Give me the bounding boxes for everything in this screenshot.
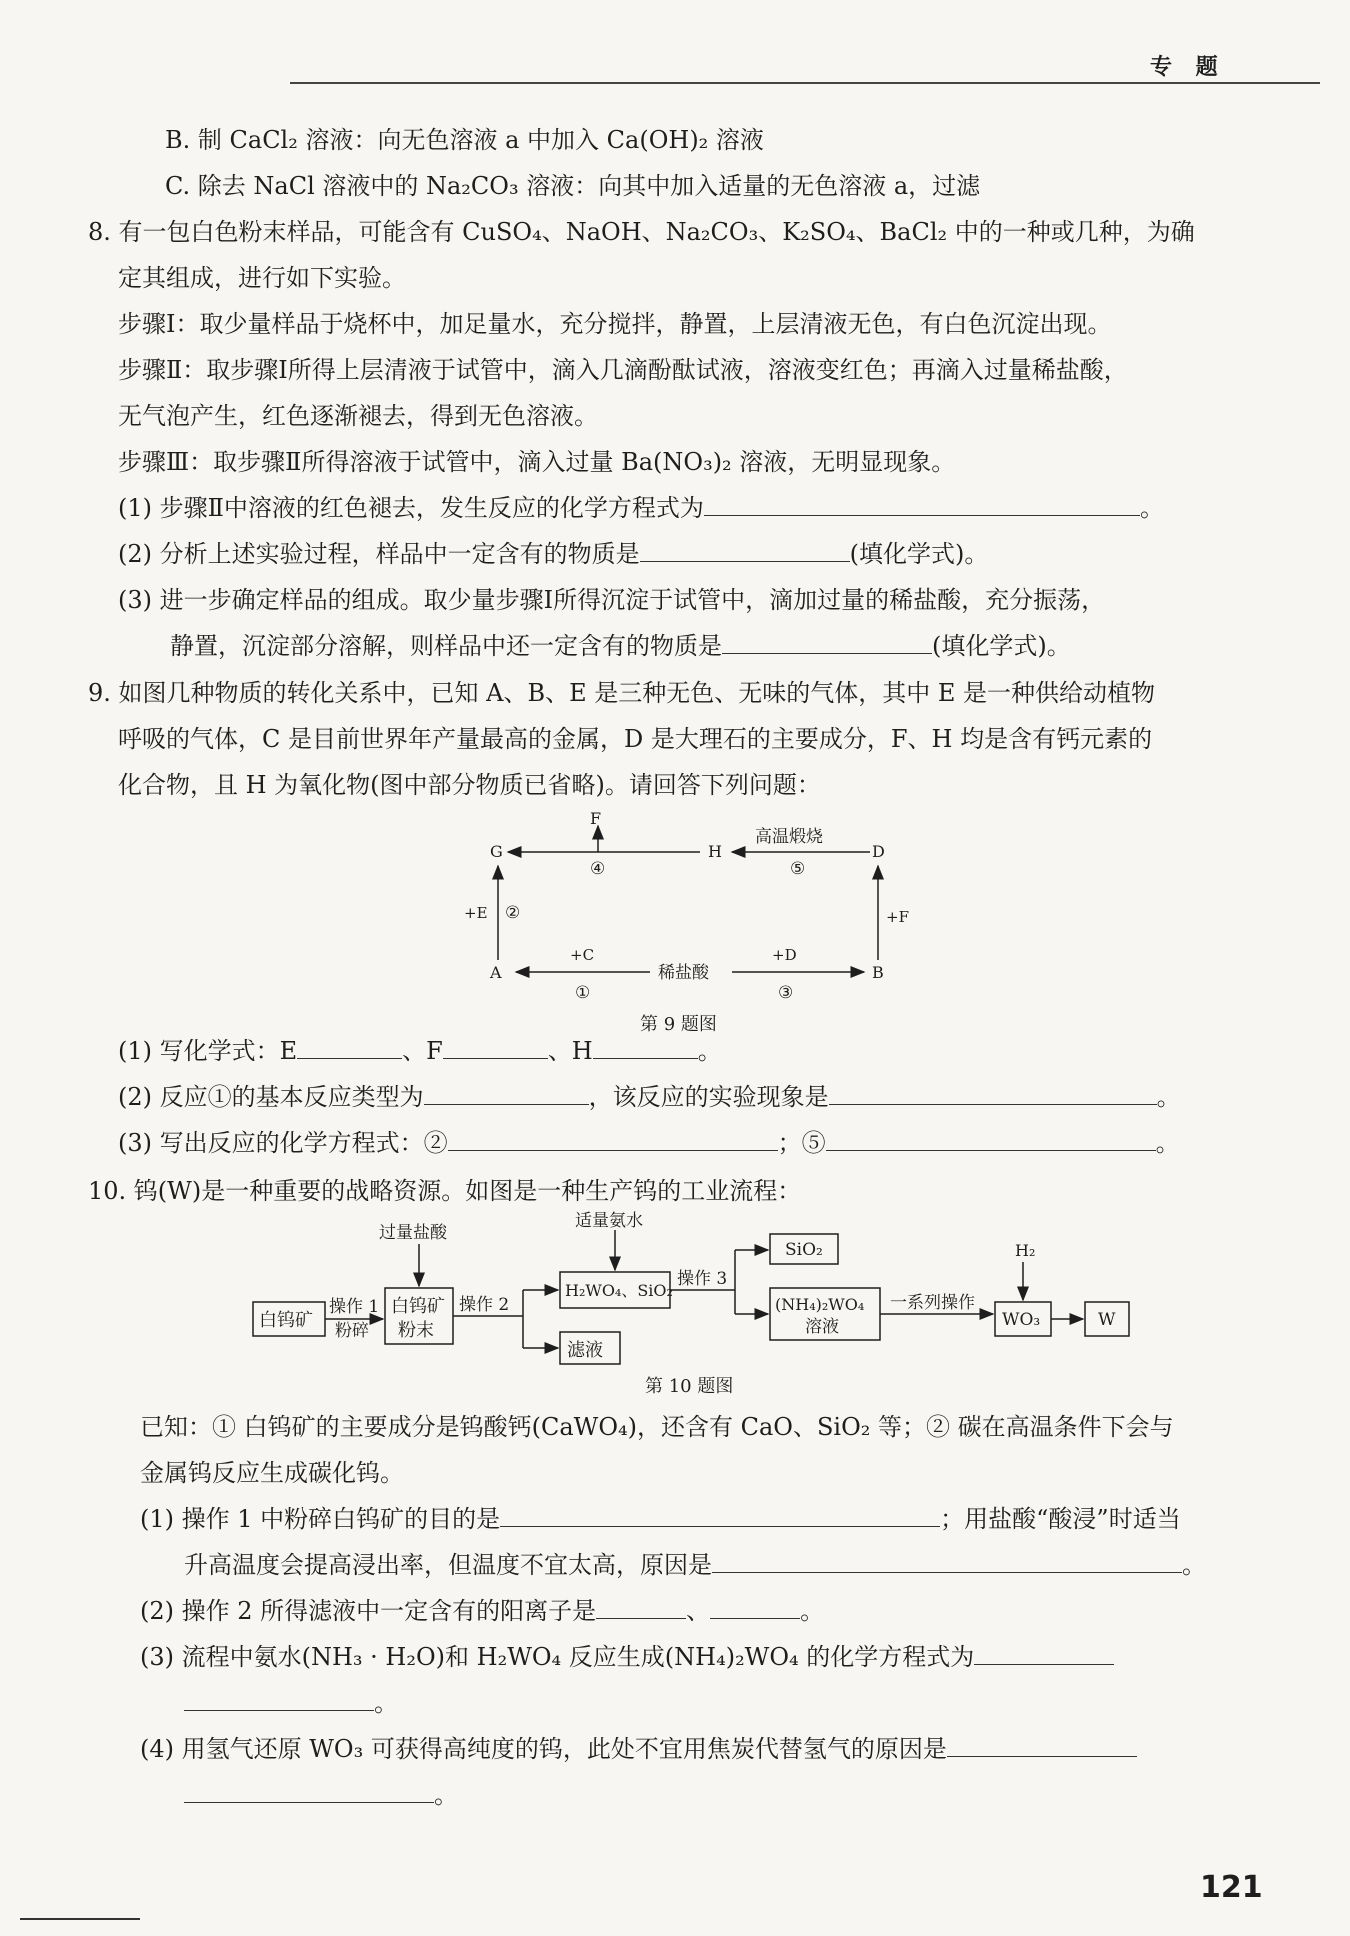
q10-known-line2: 金属钨反应生成碳化钨。 — [140, 1459, 404, 1487]
flow-crush-label: 粉碎 — [335, 1321, 369, 1341]
q10-part2-end: 。 — [800, 1597, 825, 1625]
q10-temperature-reason-blank[interactable] — [712, 1550, 1182, 1573]
q9-phenomenon-blank[interactable] — [829, 1082, 1157, 1105]
q10-cation-1-blank[interactable] — [596, 1596, 686, 1619]
q10-part4-text: (4) 用氢气还原 WO₃ 可获得高纯度的钨，此处不宜用焦炭代替氢气的原因是 — [140, 1735, 947, 1763]
q9-part3-text2: ；⑤ — [777, 1129, 826, 1157]
q9-f-answer-blank[interactable] — [443, 1036, 548, 1059]
flow-wo3-label: WO₃ — [1002, 1310, 1041, 1330]
q9-reaction-type-blank[interactable] — [424, 1082, 589, 1105]
q9-part2-end: 。 — [1156, 1083, 1181, 1111]
q9-part1-f-label: 、F — [402, 1037, 443, 1065]
q10-part4-end: 。 — [434, 1781, 458, 1809]
node-f: F — [590, 810, 602, 828]
q10-part2-sep: 、 — [686, 1597, 711, 1625]
q9-part3-text: (3) 写出反应的化学方程式：② — [118, 1129, 448, 1157]
flow-powder-line2: 粉末 — [398, 1320, 434, 1341]
q8-part1 — [118, 493, 1164, 523]
q9-part1-h-label: 、H — [547, 1037, 593, 1065]
q10-crush-purpose-blank[interactable] — [500, 1504, 940, 1527]
q10-reason-blank-b[interactable] — [184, 1780, 434, 1803]
q10-part1-text3: 升高温度会提高浸出率，但温度不宜太高，原因是 — [184, 1551, 712, 1579]
label-reaction-3: ③ — [778, 983, 794, 1003]
q9-equation-5-blank[interactable] — [826, 1128, 1156, 1151]
q8-stem-line2: 定其组成，进行如下实验。 — [118, 264, 406, 292]
q8-stem-line1: 8. 有一包白色粉末样品，可能含有 CuSO₄、NaOH、Na₂CO₃、K₂SO₄、BaCl₂ 中的一种或几种，为确 — [88, 218, 1195, 246]
q8-part2-end: (填化学式)。 — [849, 540, 989, 568]
label-plus-f: +F — [886, 908, 909, 926]
q9-part1-end: 。 — [697, 1037, 722, 1065]
q9-equation-2-blank[interactable] — [448, 1128, 778, 1151]
flow-op2-label: 操作 2 — [459, 1295, 510, 1315]
q9-part2-text: (2) 反应①的基本反应类型为 — [118, 1083, 424, 1111]
q10-equation-blank-b[interactable] — [184, 1688, 374, 1711]
q8-part3-text: 静置，沉淀部分溶解，则样品中还一定含有的物质是 — [170, 632, 722, 660]
q9-stem-line3: 化合物，且 H 为氧化物(图中部分物质已省略)。请回答下列问题： — [118, 771, 821, 799]
q8-step3: 步骤Ⅲ：取步骤Ⅱ所得溶液于试管中，滴入过量 Ba(NO₃)₂ 溶液，无明显现象。 — [118, 448, 956, 476]
label-reaction-1: ① — [575, 983, 591, 1003]
label-plus-e: +E — [464, 904, 488, 922]
q8-part1-answer-blank[interactable] — [704, 493, 1140, 516]
q10-known-line1: 已知：① 白钨矿的主要成分是钨酸钙(CaWO₄)，还含有 CaO、SiO₂ 等；② 碳在高温条件下会与 — [140, 1413, 1174, 1441]
q9-part1 — [118, 1036, 722, 1066]
q10-equation-blank-a[interactable] — [974, 1642, 1114, 1665]
q10-part1-text2: ；用盐酸“酸浸”时适当 — [940, 1505, 1181, 1533]
flow-mix-label: H₂WO₄、SiO₂ — [565, 1281, 673, 1300]
label-reaction-2: ② — [505, 903, 521, 923]
q9-part3 — [118, 1128, 1180, 1158]
label-calcine: 高温煅烧 — [755, 827, 823, 847]
node-a: A — [490, 963, 502, 982]
q10-part1-end: 。 — [1182, 1551, 1206, 1579]
label-reaction-5: ⑤ — [790, 859, 806, 879]
q10-flowchart — [245, 1210, 1145, 1370]
q10-part3-end: 。 — [374, 1689, 398, 1717]
q8-part2-answer-blank[interactable] — [640, 539, 850, 562]
flow-salt-line1: (NH₄)₂WO₄ — [775, 1295, 865, 1314]
flow-w-label: W — [1098, 1310, 1116, 1330]
flow-op1-label: 操作 1 — [329, 1297, 380, 1317]
q8-step2-line1: 步骤Ⅱ：取步骤Ⅰ所得上层清液于试管中，滴入几滴酚酞试液，溶液变红色；再滴入过量稀盐酸， — [118, 356, 1128, 384]
q7-option-b: B. 制 CaCl₂ 溶液：向无色溶液 a 中加入 Ca(OH)₂ 溶液 — [165, 126, 764, 154]
q9-e-answer-blank[interactable] — [297, 1036, 402, 1059]
q8-part1-end: 。 — [1139, 494, 1164, 522]
flow-h2-label: H₂ — [1015, 1241, 1036, 1260]
q9-h-answer-blank[interactable] — [593, 1036, 698, 1059]
q9-part2-text2: ，该反应的实验现象是 — [588, 1083, 829, 1111]
q10-part4-line1 — [140, 1734, 1137, 1764]
flow-filtrate-label: 滤液 — [567, 1340, 603, 1361]
flow-hcl-label: 过量盐酸 — [379, 1223, 447, 1243]
q10-part3-line1 — [140, 1642, 1114, 1672]
q9-part2 — [118, 1082, 1181, 1112]
q10-part2 — [140, 1596, 824, 1626]
q8-step2-line2: 无气泡产生，红色逐渐褪去，得到无色溶液。 — [118, 402, 598, 430]
flow-powder-line1: 白钨矿 — [391, 1296, 445, 1317]
node-b: B — [872, 963, 884, 982]
q8-part3-answer-blank[interactable] — [722, 631, 932, 654]
q9-stem-line1: 9. 如图几种物质的转化关系中，已知 A、B、E 是三种无色、无味的气体，其中 E 是一种供给动植物 — [88, 679, 1156, 707]
q10-part1-line2 — [184, 1550, 1206, 1580]
q10-part3-text: (3) 流程中氨水(NH₃ · H₂O)和 H₂WO₄ 反应生成(NH₄)₂WO₄ 的化学方程式为 — [140, 1643, 975, 1671]
q9-part3-end: 。 — [1155, 1129, 1180, 1157]
q9-figure-caption: 第 9 题图 — [640, 1014, 717, 1035]
q8-part1-text: (1) 步骤Ⅱ中溶液的红色褪去，发生反应的化学方程式为 — [118, 494, 704, 522]
q10-reason-blank-a[interactable] — [947, 1734, 1137, 1757]
q7-option-c: C. 除去 NaCl 溶液中的 Na₂CO₃ 溶液：向其中加入适量的无色溶液 a，过滤 — [165, 172, 981, 200]
q10-part3-line2 — [184, 1688, 398, 1718]
q8-part2-text: (2) 分析上述实验过程，样品中一定含有的物质是 — [118, 540, 640, 568]
label-reaction-4: ④ — [590, 859, 606, 879]
footer-rule — [20, 1918, 140, 1920]
q10-part1-text: (1) 操作 1 中粉碎白钨矿的目的是 — [140, 1505, 501, 1533]
q8-part3-line1: (3) 进一步确定样品的组成。取少量步骤Ⅰ所得沉淀于试管中，滴加过量的稀盐酸，充分振荡， — [118, 586, 1106, 614]
q9-stem-line2: 呼吸的气体，C 是目前世界年产量最高的金属，D 是大理石的主要成分，F、H 均是含有钙元素的 — [118, 725, 1153, 753]
q10-cation-2-blank[interactable] — [710, 1596, 800, 1619]
header-rule — [290, 82, 1320, 84]
q8-step1: 步骤Ⅰ：取少量样品于烧杯中，加足量水，充分搅拌，静置，上层清液无色，有白色沉淀出现。 — [118, 310, 1112, 338]
q8-part3-line2 — [170, 631, 1071, 661]
q8-part3-end: (填化学式)。 — [932, 632, 1071, 660]
page-number: 121 — [1200, 1870, 1263, 1905]
flow-salt-line2: 溶液 — [805, 1317, 839, 1337]
node-h: H — [708, 842, 722, 861]
node-d: D — [872, 842, 885, 861]
flow-ore-label: 白钨矿 — [259, 1310, 313, 1331]
label-plus-d: +D — [772, 946, 797, 964]
q10-part2-text: (2) 操作 2 所得滤液中一定含有的阳离子是 — [140, 1597, 597, 1625]
flow-op3-label: 操作 3 — [677, 1269, 728, 1289]
q9-part1-text: (1) 写化学式：E — [118, 1037, 298, 1065]
flow-sio2-label: SiO₂ — [785, 1240, 823, 1260]
q10-part4-line2 — [184, 1780, 458, 1810]
label-dilute-hcl: 稀盐酸 — [658, 963, 709, 983]
label-plus-c: +C — [570, 946, 595, 964]
section-header: 专 题 — [1150, 55, 1226, 80]
flow-series-label: 一系列操作 — [890, 1293, 975, 1313]
q10-figure-caption: 第 10 题图 — [645, 1376, 734, 1397]
flow-ammonia-label: 适量氨水 — [575, 1211, 643, 1231]
q10-stem: 10. 钨(W)是一种重要的战略资源。如图是一种生产钨的工业流程： — [88, 1177, 802, 1205]
q10-part1-line1 — [140, 1504, 1181, 1534]
q9-diagram — [460, 810, 910, 1010]
node-g: G — [490, 842, 503, 861]
q8-part2 — [118, 539, 988, 569]
